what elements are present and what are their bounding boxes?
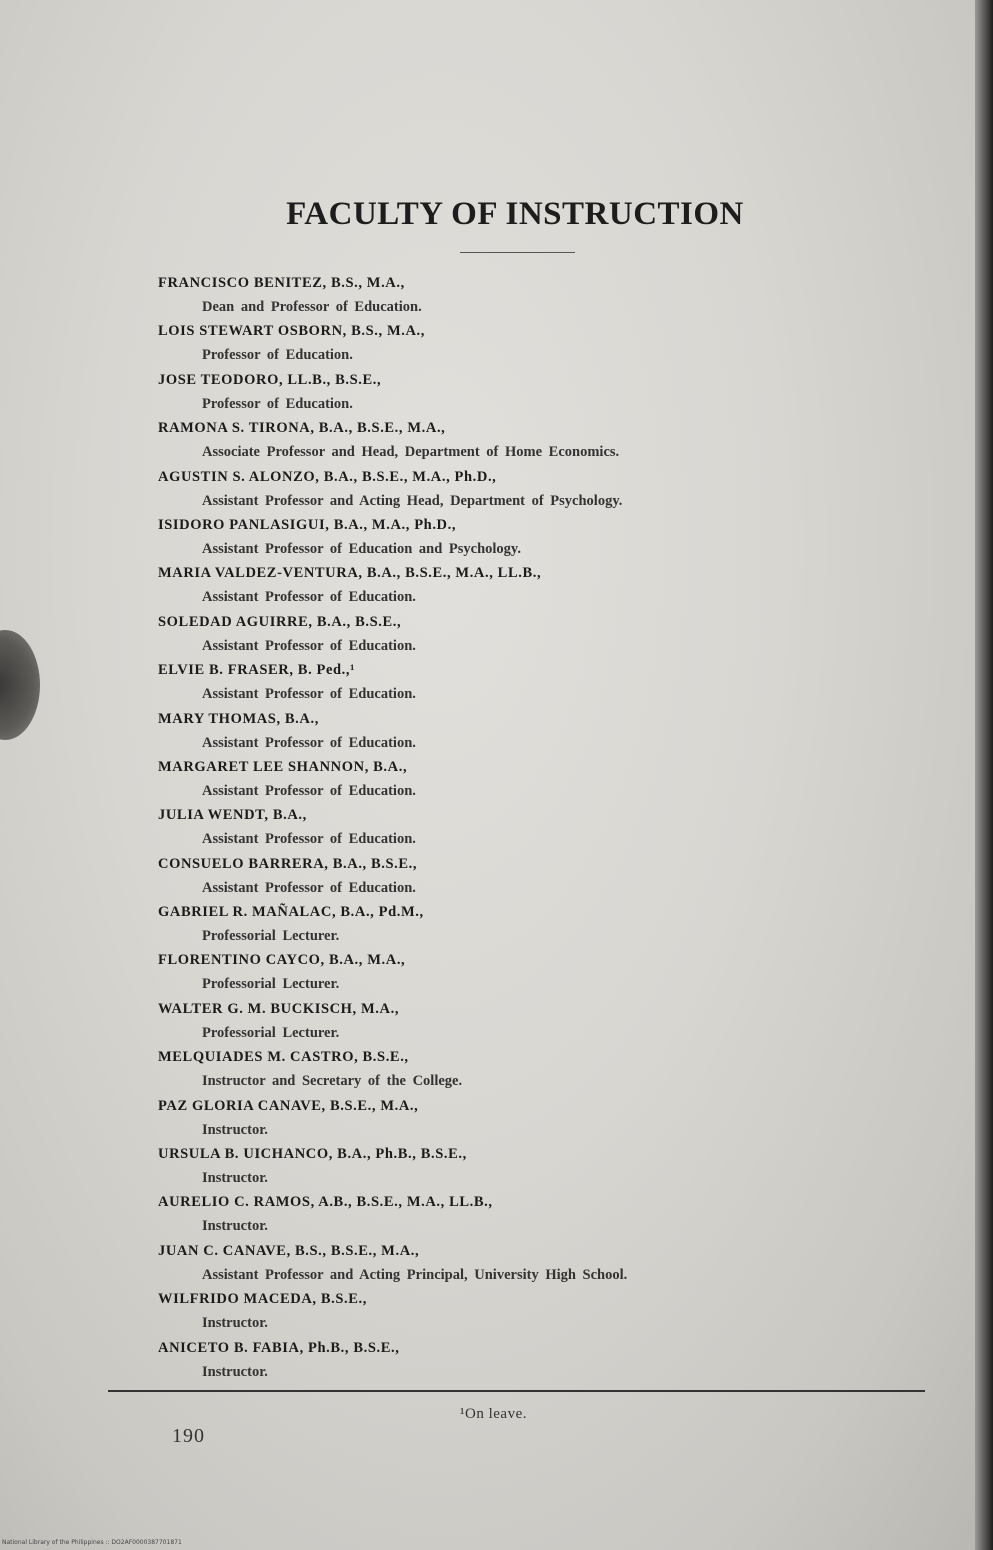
faculty-entry	[158, 271, 858, 319]
faculty-role: Assistant Professor and Acting Principal, University High School.	[202, 1266, 628, 1283]
faculty-role: Assistant Professor of Education.	[202, 782, 416, 799]
footnote-divider	[108, 1390, 925, 1392]
faculty-name: FLORENTINO CAYCO, B.A., M.A.,	[158, 952, 406, 969]
faculty-entry	[158, 319, 858, 367]
faculty-name: ELVIE B. FRASER, B. Ped.,¹	[158, 662, 356, 679]
faculty-entry	[158, 1190, 858, 1238]
faculty-entry	[158, 948, 858, 996]
faculty-role: Instructor.	[202, 1315, 268, 1332]
faculty-role: Assistant Professor of Education.	[202, 637, 416, 654]
faculty-entry	[158, 465, 858, 513]
faculty-role: Assistant Professor and Acting Head, Department of Psychology.	[202, 492, 623, 509]
faculty-list	[158, 271, 858, 1384]
book-spine	[975, 0, 993, 1550]
page-title: FACULTY OF INSTRUCTION	[286, 196, 744, 232]
source-credit: National Library of the Philippines :: DO2AF0000387701871	[2, 1539, 182, 1546]
faculty-role: Instructor and Secretary of the College.	[202, 1073, 463, 1090]
faculty-role: Instructor.	[202, 1218, 268, 1235]
faculty-role: Assistant Professor of Education.	[202, 734, 416, 751]
faculty-name: MELQUIADES M. CASTRO, B.S.E.,	[158, 1049, 409, 1066]
faculty-name: JUAN C. CANAVE, B.S., B.S.E., M.A.,	[158, 1242, 420, 1259]
faculty-entry	[158, 1287, 858, 1335]
faculty-role: Instructor.	[202, 1170, 268, 1187]
title-underline	[460, 252, 575, 253]
faculty-role: Associate Professor and Head, Department of Home Economics.	[202, 444, 620, 461]
faculty-role: Assistant Professor of Education.	[202, 686, 416, 703]
faculty-entry	[158, 997, 858, 1045]
faculty-name: CONSUELO BARRERA, B.A., B.S.E.,	[158, 855, 418, 872]
faculty-role: Instructor.	[202, 1121, 268, 1138]
faculty-name: LOIS STEWART OSBORN, B.S., M.A.,	[158, 323, 426, 340]
faculty-role: Professorial Lecturer.	[202, 928, 340, 945]
faculty-entry	[158, 1045, 858, 1093]
faculty-name: PAZ GLORIA CANAVE, B.S.E., M.A.,	[158, 1097, 419, 1114]
faculty-entry	[158, 803, 858, 851]
faculty-name: SOLEDAD AGUIRRE, B.A., B.S.E.,	[158, 613, 402, 630]
faculty-entry	[158, 513, 858, 561]
faculty-entry	[158, 1239, 858, 1287]
faculty-name: GABRIEL R. MAÑALAC, B.A., Pd.M.,	[158, 904, 424, 921]
faculty-entry	[158, 368, 858, 416]
faculty-name: JULIA WENDT, B.A.,	[158, 807, 307, 824]
faculty-name: AURELIO C. RAMOS, A.B., B.S.E., M.A., LL.B.,	[158, 1194, 493, 1211]
faculty-entry	[158, 561, 858, 609]
faculty-name: MARGARET LEE SHANNON, B.A.,	[158, 758, 408, 775]
faculty-entry	[158, 707, 858, 755]
faculty-entry	[158, 610, 858, 658]
faculty-entry	[158, 416, 858, 464]
faculty-entry	[158, 900, 858, 948]
faculty-name: ANICETO B. FABIA, Ph.B., B.S.E.,	[158, 1339, 400, 1356]
faculty-role: Assistant Professor of Education and Psychology.	[202, 540, 521, 557]
faculty-name: MARY THOMAS, B.A.,	[158, 710, 319, 727]
faculty-name: RAMONA S. TIRONA, B.A., B.S.E., M.A.,	[158, 420, 446, 437]
faculty-role: Assistant Professor of Education.	[202, 879, 416, 896]
faculty-name: JOSE TEODORO, LL.B., B.S.E.,	[158, 371, 382, 388]
faculty-entry	[158, 1336, 858, 1384]
faculty-role: Professorial Lecturer.	[202, 1024, 340, 1041]
faculty-role: Instructor.	[202, 1363, 268, 1380]
faculty-name: WALTER G. M. BUCKISCH, M.A.,	[158, 1000, 400, 1017]
faculty-name: FRANCISCO BENITEZ, B.S., M.A.,	[158, 275, 405, 291]
binding-hole	[0, 630, 40, 740]
footnote: ¹On leave.	[460, 1406, 527, 1422]
faculty-entry	[158, 1142, 858, 1190]
faculty-name: URSULA B. UICHANCO, B.A., Ph.B., B.S.E.,	[158, 1146, 467, 1163]
faculty-role: Professor of Education.	[202, 395, 353, 412]
faculty-entry	[158, 1094, 858, 1142]
faculty-name: AGUSTIN S. ALONZO, B.A., B.S.E., M.A., Ph.D.,	[158, 468, 497, 485]
faculty-name: ISIDORO PANLASIGUI, B.A., M.A., Ph.D.,	[158, 516, 457, 533]
faculty-role: Assistant Professor of Education.	[202, 589, 416, 606]
faculty-name: MARIA VALDEZ-VENTURA, B.A., B.S.E., M.A., LL.B.,	[158, 565, 542, 582]
page-number: 190	[172, 1425, 205, 1447]
faculty-entry	[158, 852, 858, 900]
faculty-role: Assistant Professor of Education.	[202, 831, 416, 848]
faculty-role: Dean and Professor of Education.	[202, 299, 422, 315]
faculty-role: Professorial Lecturer.	[202, 976, 340, 993]
faculty-entry	[158, 658, 858, 706]
faculty-entry	[158, 755, 858, 803]
faculty-role: Professor of Education.	[202, 347, 353, 364]
faculty-name: WILFRIDO MACEDA, B.S.E.,	[158, 1291, 367, 1308]
